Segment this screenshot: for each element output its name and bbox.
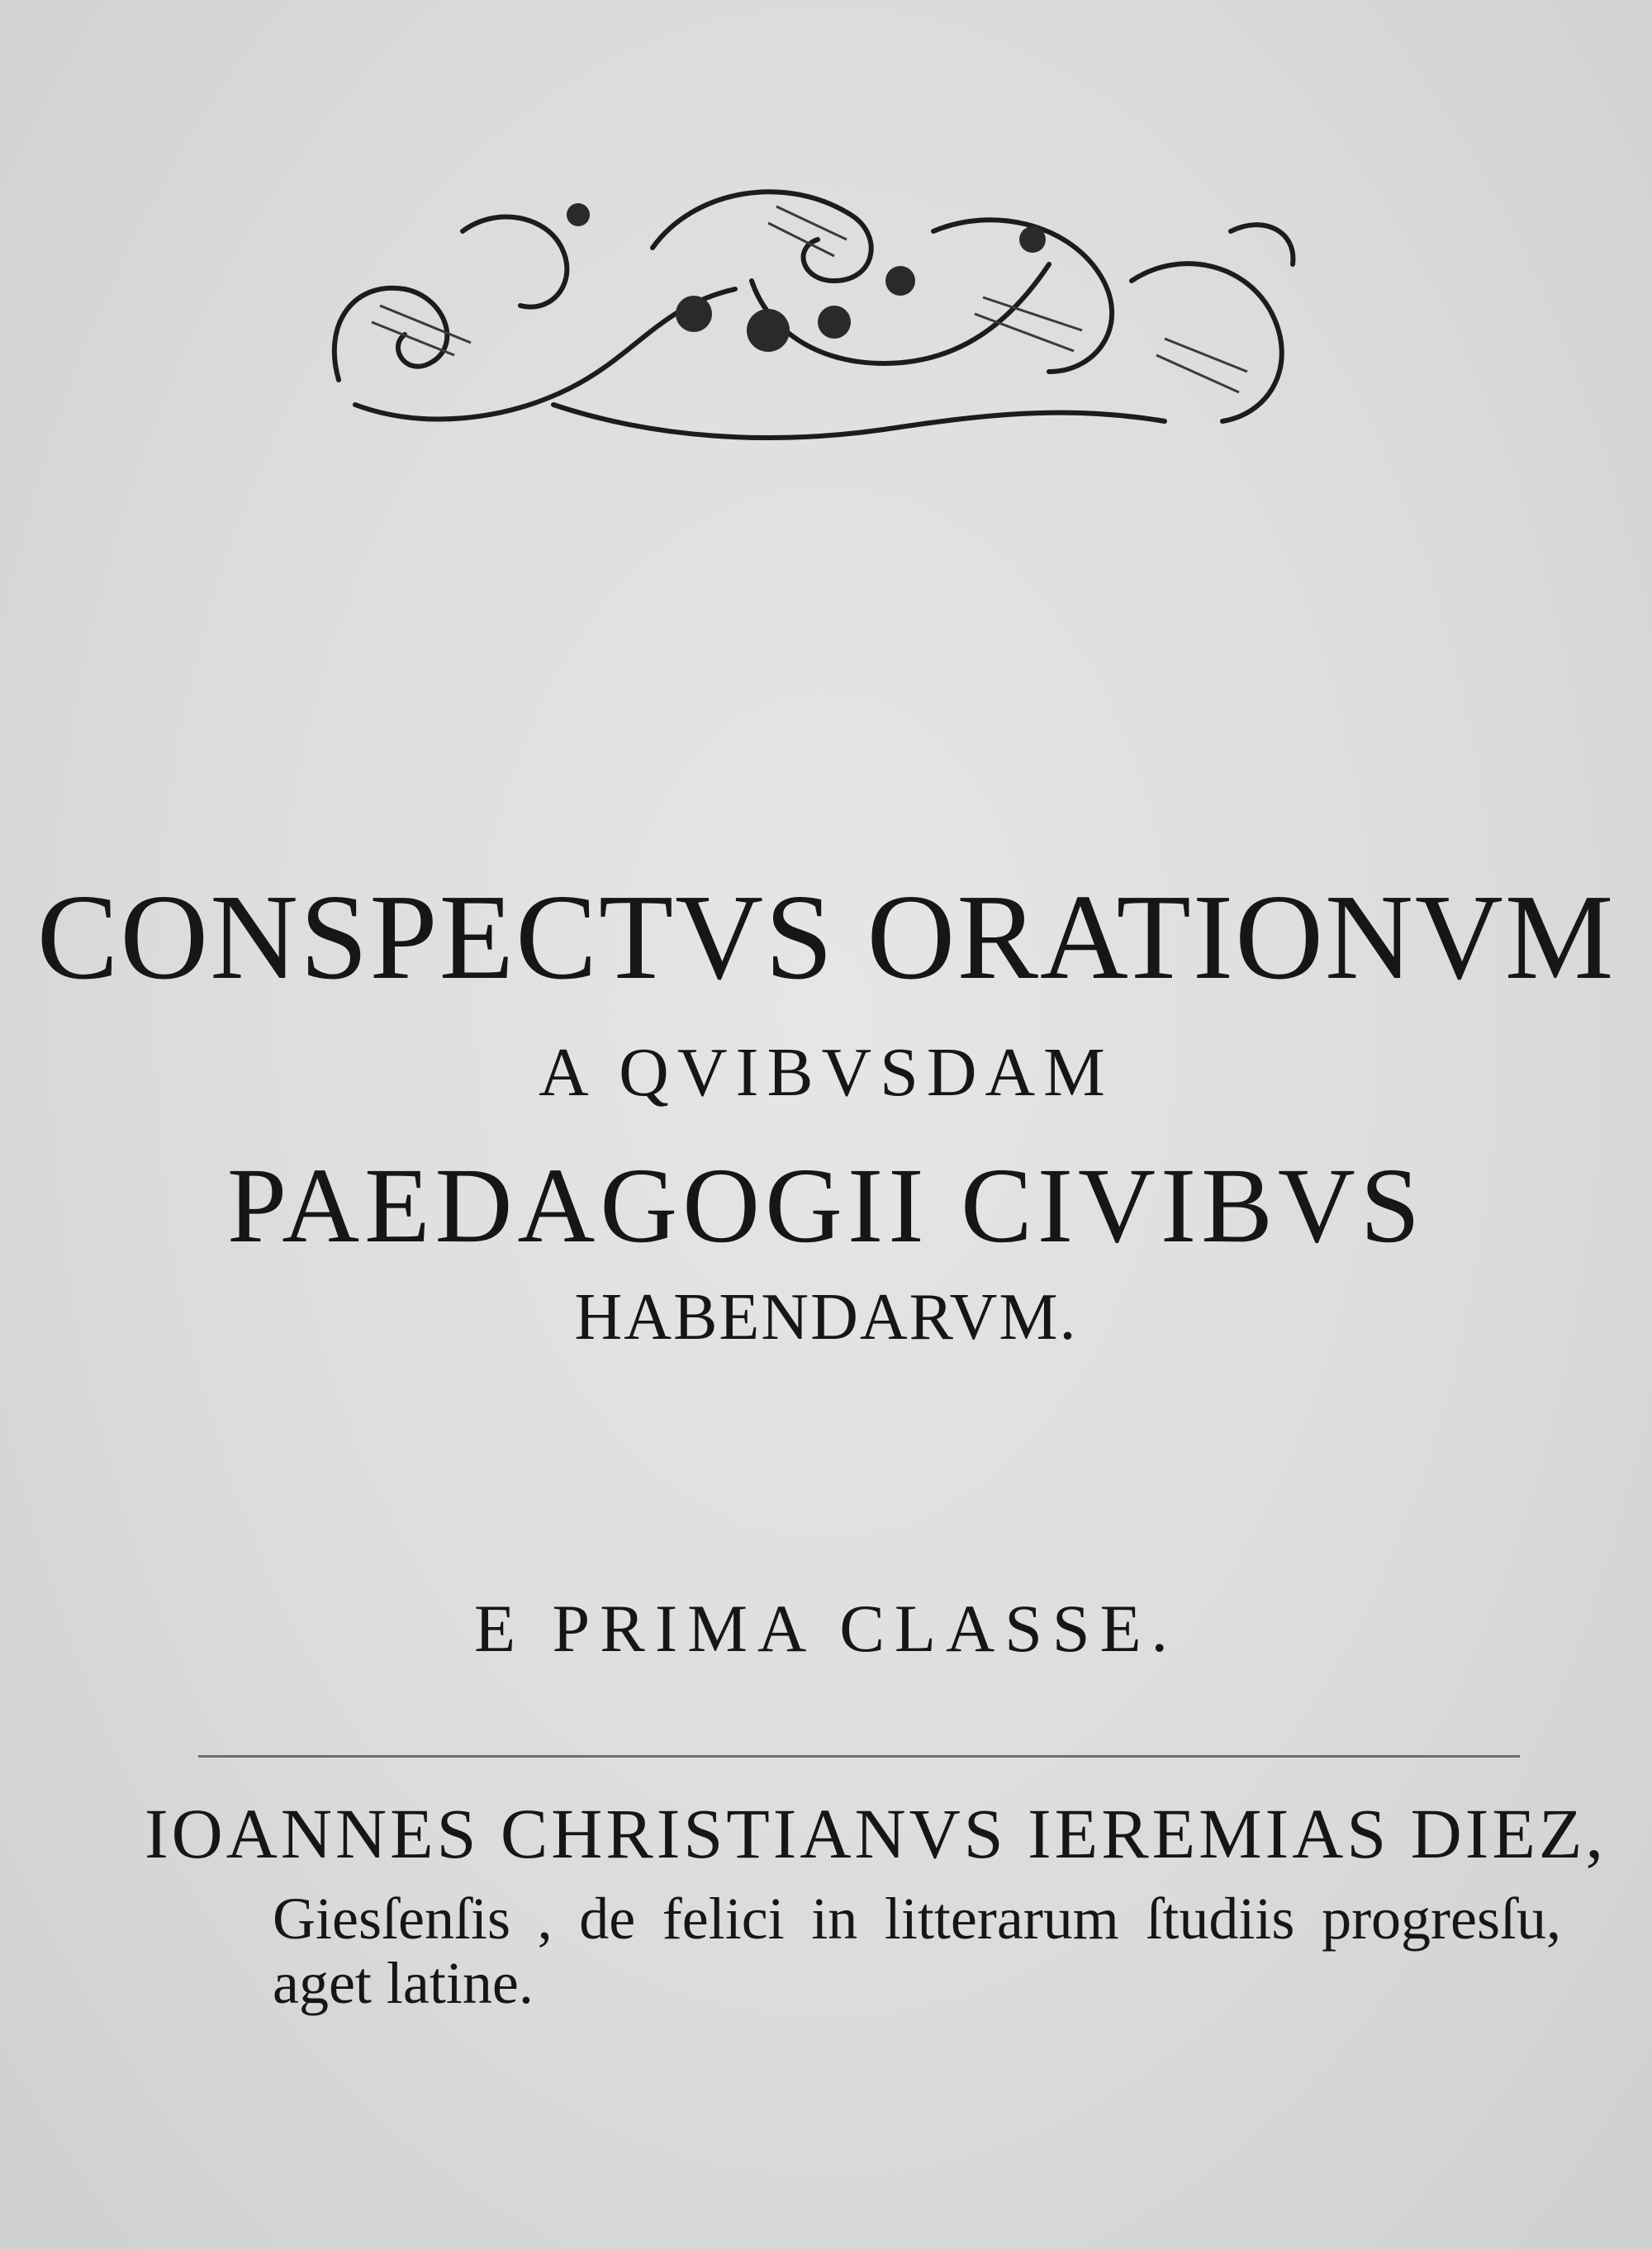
- ornament-vignette: [306, 157, 1330, 454]
- oration-description-line-2: aget latine.: [273, 1950, 534, 2016]
- title-line-2: A QVIBVSDAM: [539, 1034, 1113, 1111]
- orator-name: IOANNES CHRISTIANVS IEREMIAS DIEZ,: [145, 1794, 1607, 1873]
- title-line-3: PAEDAGOGII CIVIBVS: [226, 1146, 1426, 1265]
- class-heading: E PRIMA CLASSE.: [473, 1591, 1179, 1666]
- show-through-1: [0, 463, 1652, 537]
- title-line-1: CONSPECTVS ORATIONVM: [36, 870, 1616, 1005]
- divider-rule: [198, 1755, 1520, 1758]
- oration-description-line-1: Giesſenſis , de felici in litterarum ſtudiis progresſu,: [273, 1886, 1561, 1952]
- title-line-4: HABENDARVM.: [574, 1281, 1078, 1354]
